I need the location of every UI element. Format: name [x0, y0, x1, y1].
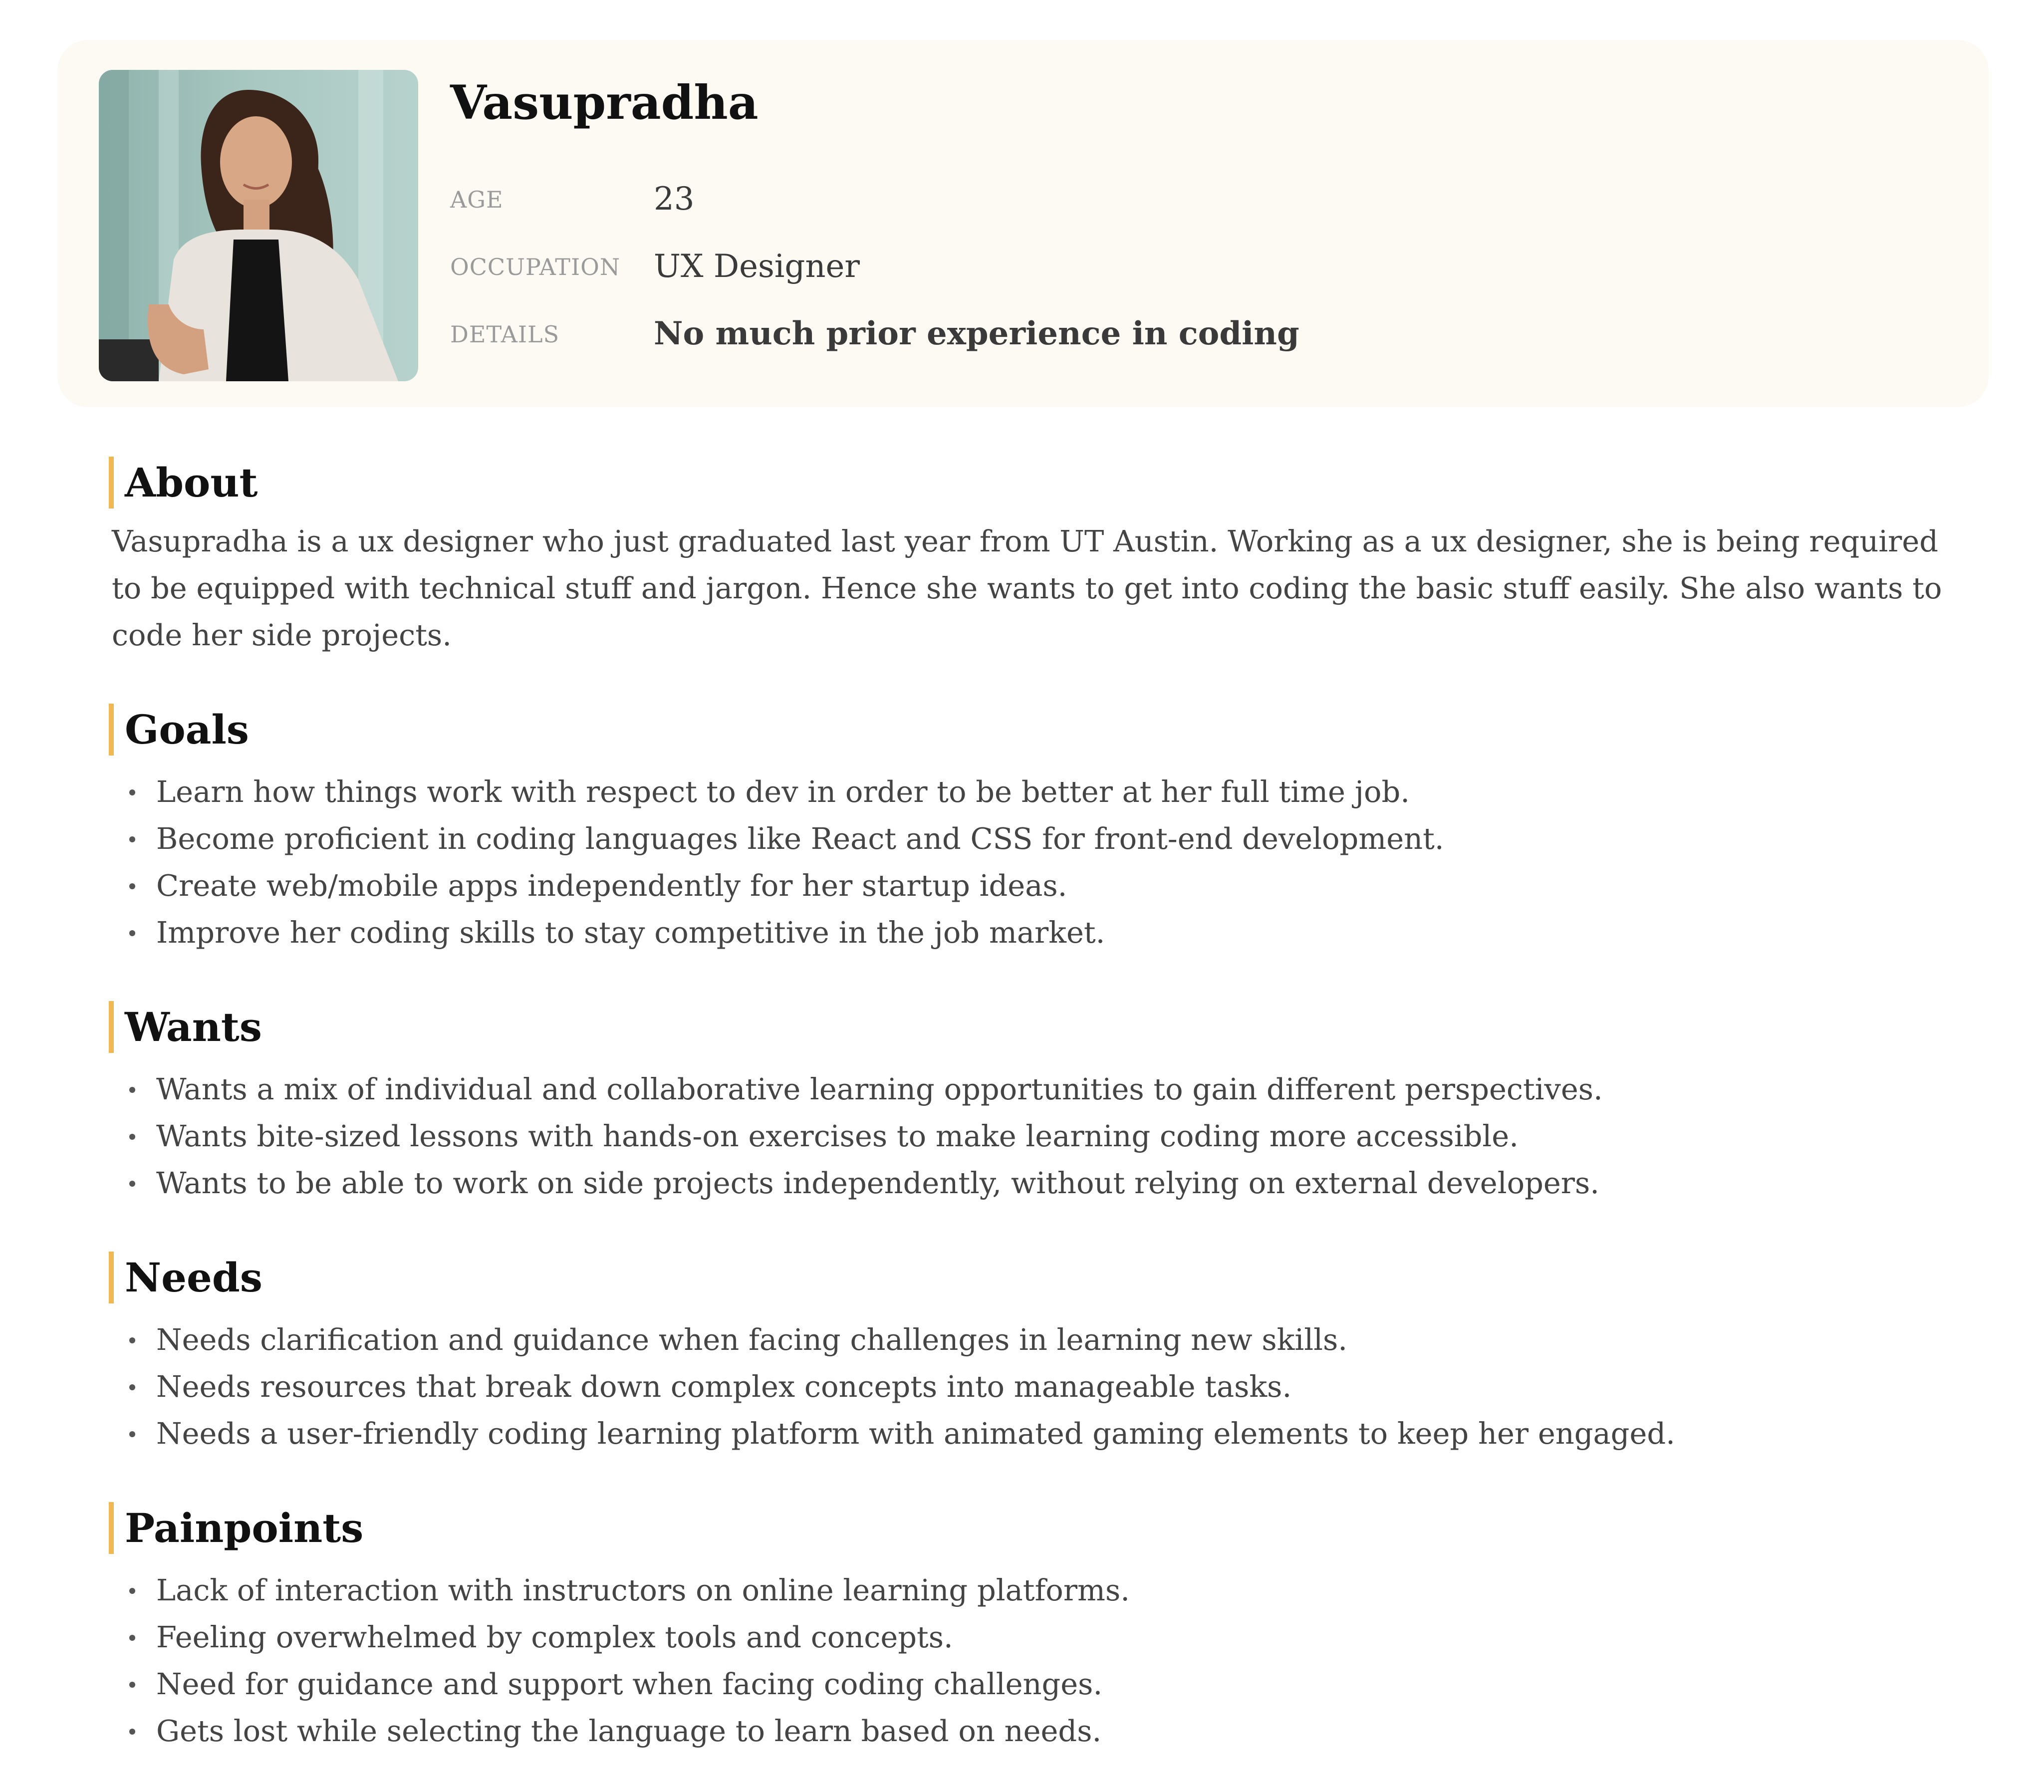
list-item: Wants a mix of individual and collaborative learning opportunities to gain different perspectives. [127, 1066, 1603, 1113]
painpoints-list [127, 1567, 1130, 1755]
list-item: Lack of interaction with instructors on online learning platforms. [127, 1567, 1130, 1614]
goals-heading: Goals [109, 704, 249, 756]
avatar [99, 70, 418, 381]
goals-list [127, 768, 1444, 956]
details-value: No much prior experience in coding [654, 315, 1299, 352]
age-value: 23 [654, 181, 695, 218]
list-item: Create web/mobile apps independently for her startup ideas. [127, 862, 1444, 909]
list-item: Learn how things work with respect to dev in order to be better at her full time job. [127, 768, 1444, 815]
needs-list [127, 1316, 1675, 1457]
occupation-label: OCCUPATION [450, 254, 621, 280]
list-item: Need for guidance and support when facing coding challenges. [127, 1661, 1130, 1708]
about-text: Vasupradha is a ux designer who just graduated last year from UT Austin. Working as a ux designer, she is being required to be equipped with technical stuff and jargon. Hence she wants to get into coding the basic stuff easily. She also wants to code her side projects. [112, 524, 1942, 652]
occupation-value: UX Designer [654, 248, 860, 285]
list-item: Needs clarification and guidance when facing challenges in learning new skills. [127, 1316, 1675, 1363]
details-label: DETAILS [450, 321, 560, 348]
list-item: Wants bite-sized lessons with hands-on exercises to make learning coding more accessible. [127, 1113, 1603, 1160]
age-label: AGE [450, 186, 504, 213]
about-heading: About [109, 457, 257, 509]
wants-list [127, 1066, 1603, 1207]
list-item: Gets lost while selecting the language to learn based on needs. [127, 1708, 1130, 1755]
list-item: Improve her coding skills to stay competitive in the job market. [127, 909, 1444, 956]
persona-name: Vasupradha [450, 75, 759, 130]
list-item: Feeling overwhelmed by complex tools and concepts. [127, 1614, 1130, 1661]
list-item: Needs resources that break down complex concepts into manageable tasks. [127, 1363, 1675, 1410]
list-item: Needs a user-friendly coding learning platform with animated gaming elements to keep her engaged. [127, 1410, 1675, 1457]
wants-heading: Wants [109, 1001, 262, 1053]
list-item: Wants to be able to work on side projects independently, without relying on external developers. [127, 1160, 1603, 1207]
needs-heading: Needs [109, 1252, 262, 1303]
painpoints-heading: Painpoints [109, 1502, 363, 1554]
persona-header-card [57, 40, 1989, 407]
person-photo-icon [99, 70, 418, 381]
list-item: Become proficient in coding languages like React and CSS for front-end development. [127, 815, 1444, 862]
